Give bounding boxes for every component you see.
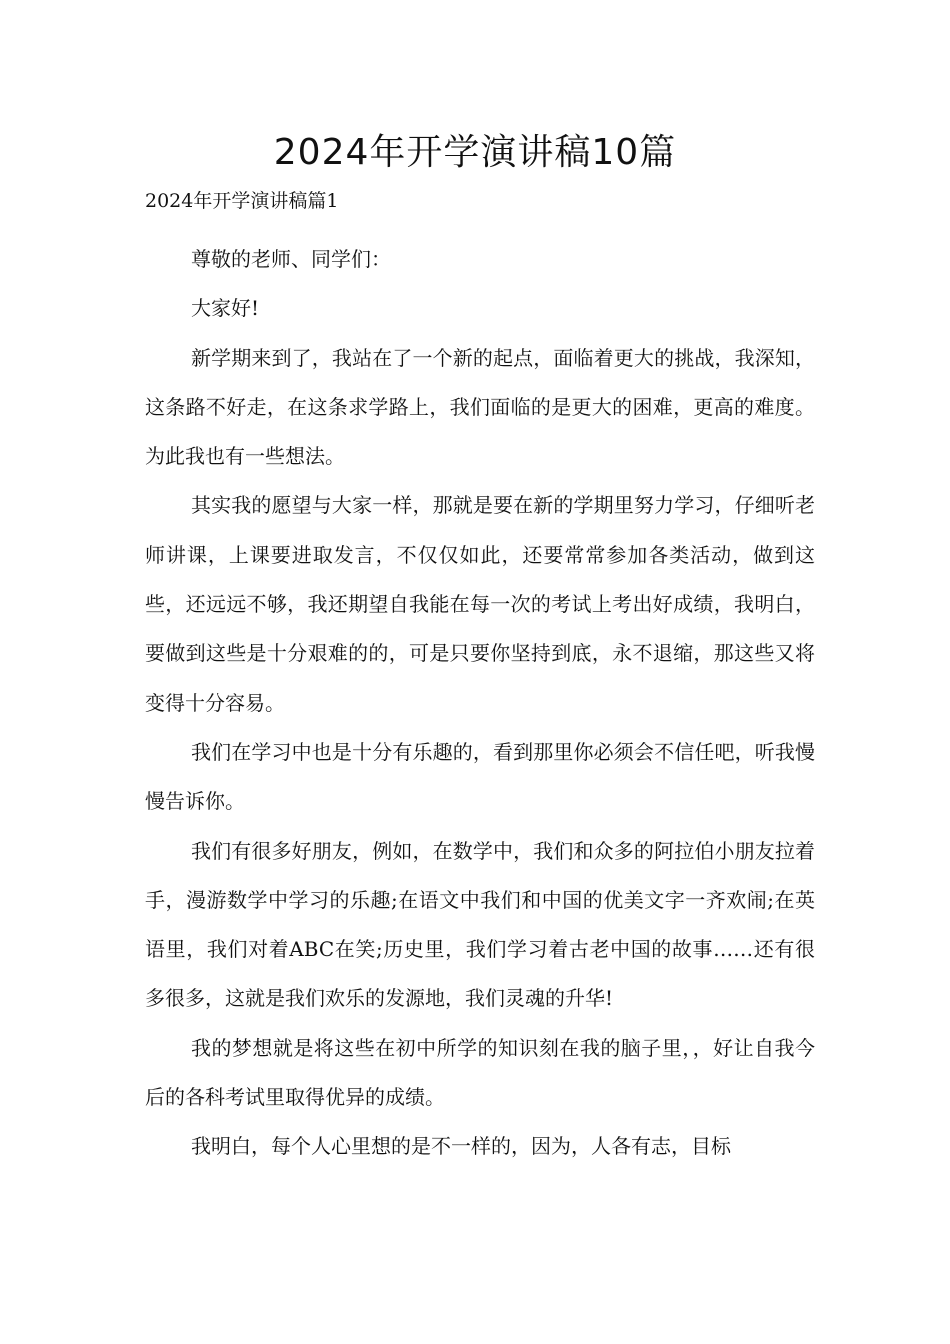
document-body	[145, 235, 815, 1172]
paragraph: 我们在学习中也是十分有乐趣的，看到那里你必须会不信任吧，听我慢慢告诉你。	[145, 739, 815, 814]
paragraph: 我的梦想就是将这些在初中所学的知识刻在我的脑子里，，好让自我今后的各科考试里取得优异的成绩。	[145, 1035, 815, 1110]
document-title: 2024年开学演讲稿10篇	[273, 132, 677, 173]
section-heading: 2024年开学演讲稿篇1	[145, 190, 339, 212]
paragraph: 我们有很多好朋友，例如，在数学中，我们和众多的阿拉伯小朋友拉着手，漫游数学中学习的乐趣;在语文中我们和中国的优美文字一齐欢闹;在英语里，我们对着ABC在笑;历史里，我们学习着古老中国的故事……还有很多很多，这就是我们欢乐的发源地，我们灵魂的升华!	[145, 838, 815, 1011]
paragraph: 新学期来到了，我站在了一个新的起点，面临着更大的挑战，我深知，这条路不好走，在这条求学路上，我们面临的是更大的困难，更高的难度。为此我也有一些想法。	[145, 345, 815, 469]
paragraph: 我明白，每个人心里想的是不一样的，因为，人各有志，目标	[191, 1134, 731, 1159]
paragraph: 其实我的愿望与大家一样，那就是要在新的学期里努力学习，仔细听老师讲课，上课要进取发言，不仅仅如此，还要常常参加各类活动，做到这些，还远远不够，我还期望自我能在每一次的考试上考出好成绩，我明白，要做到这些是十分艰难的的，可是只要你坚持到底，永不退缩，那这些又将变得十分容易。	[145, 493, 815, 715]
paragraph-greeting: 大家好!	[191, 296, 260, 321]
paragraph-salutation: 尊敬的老师、同学们：	[191, 247, 391, 271]
